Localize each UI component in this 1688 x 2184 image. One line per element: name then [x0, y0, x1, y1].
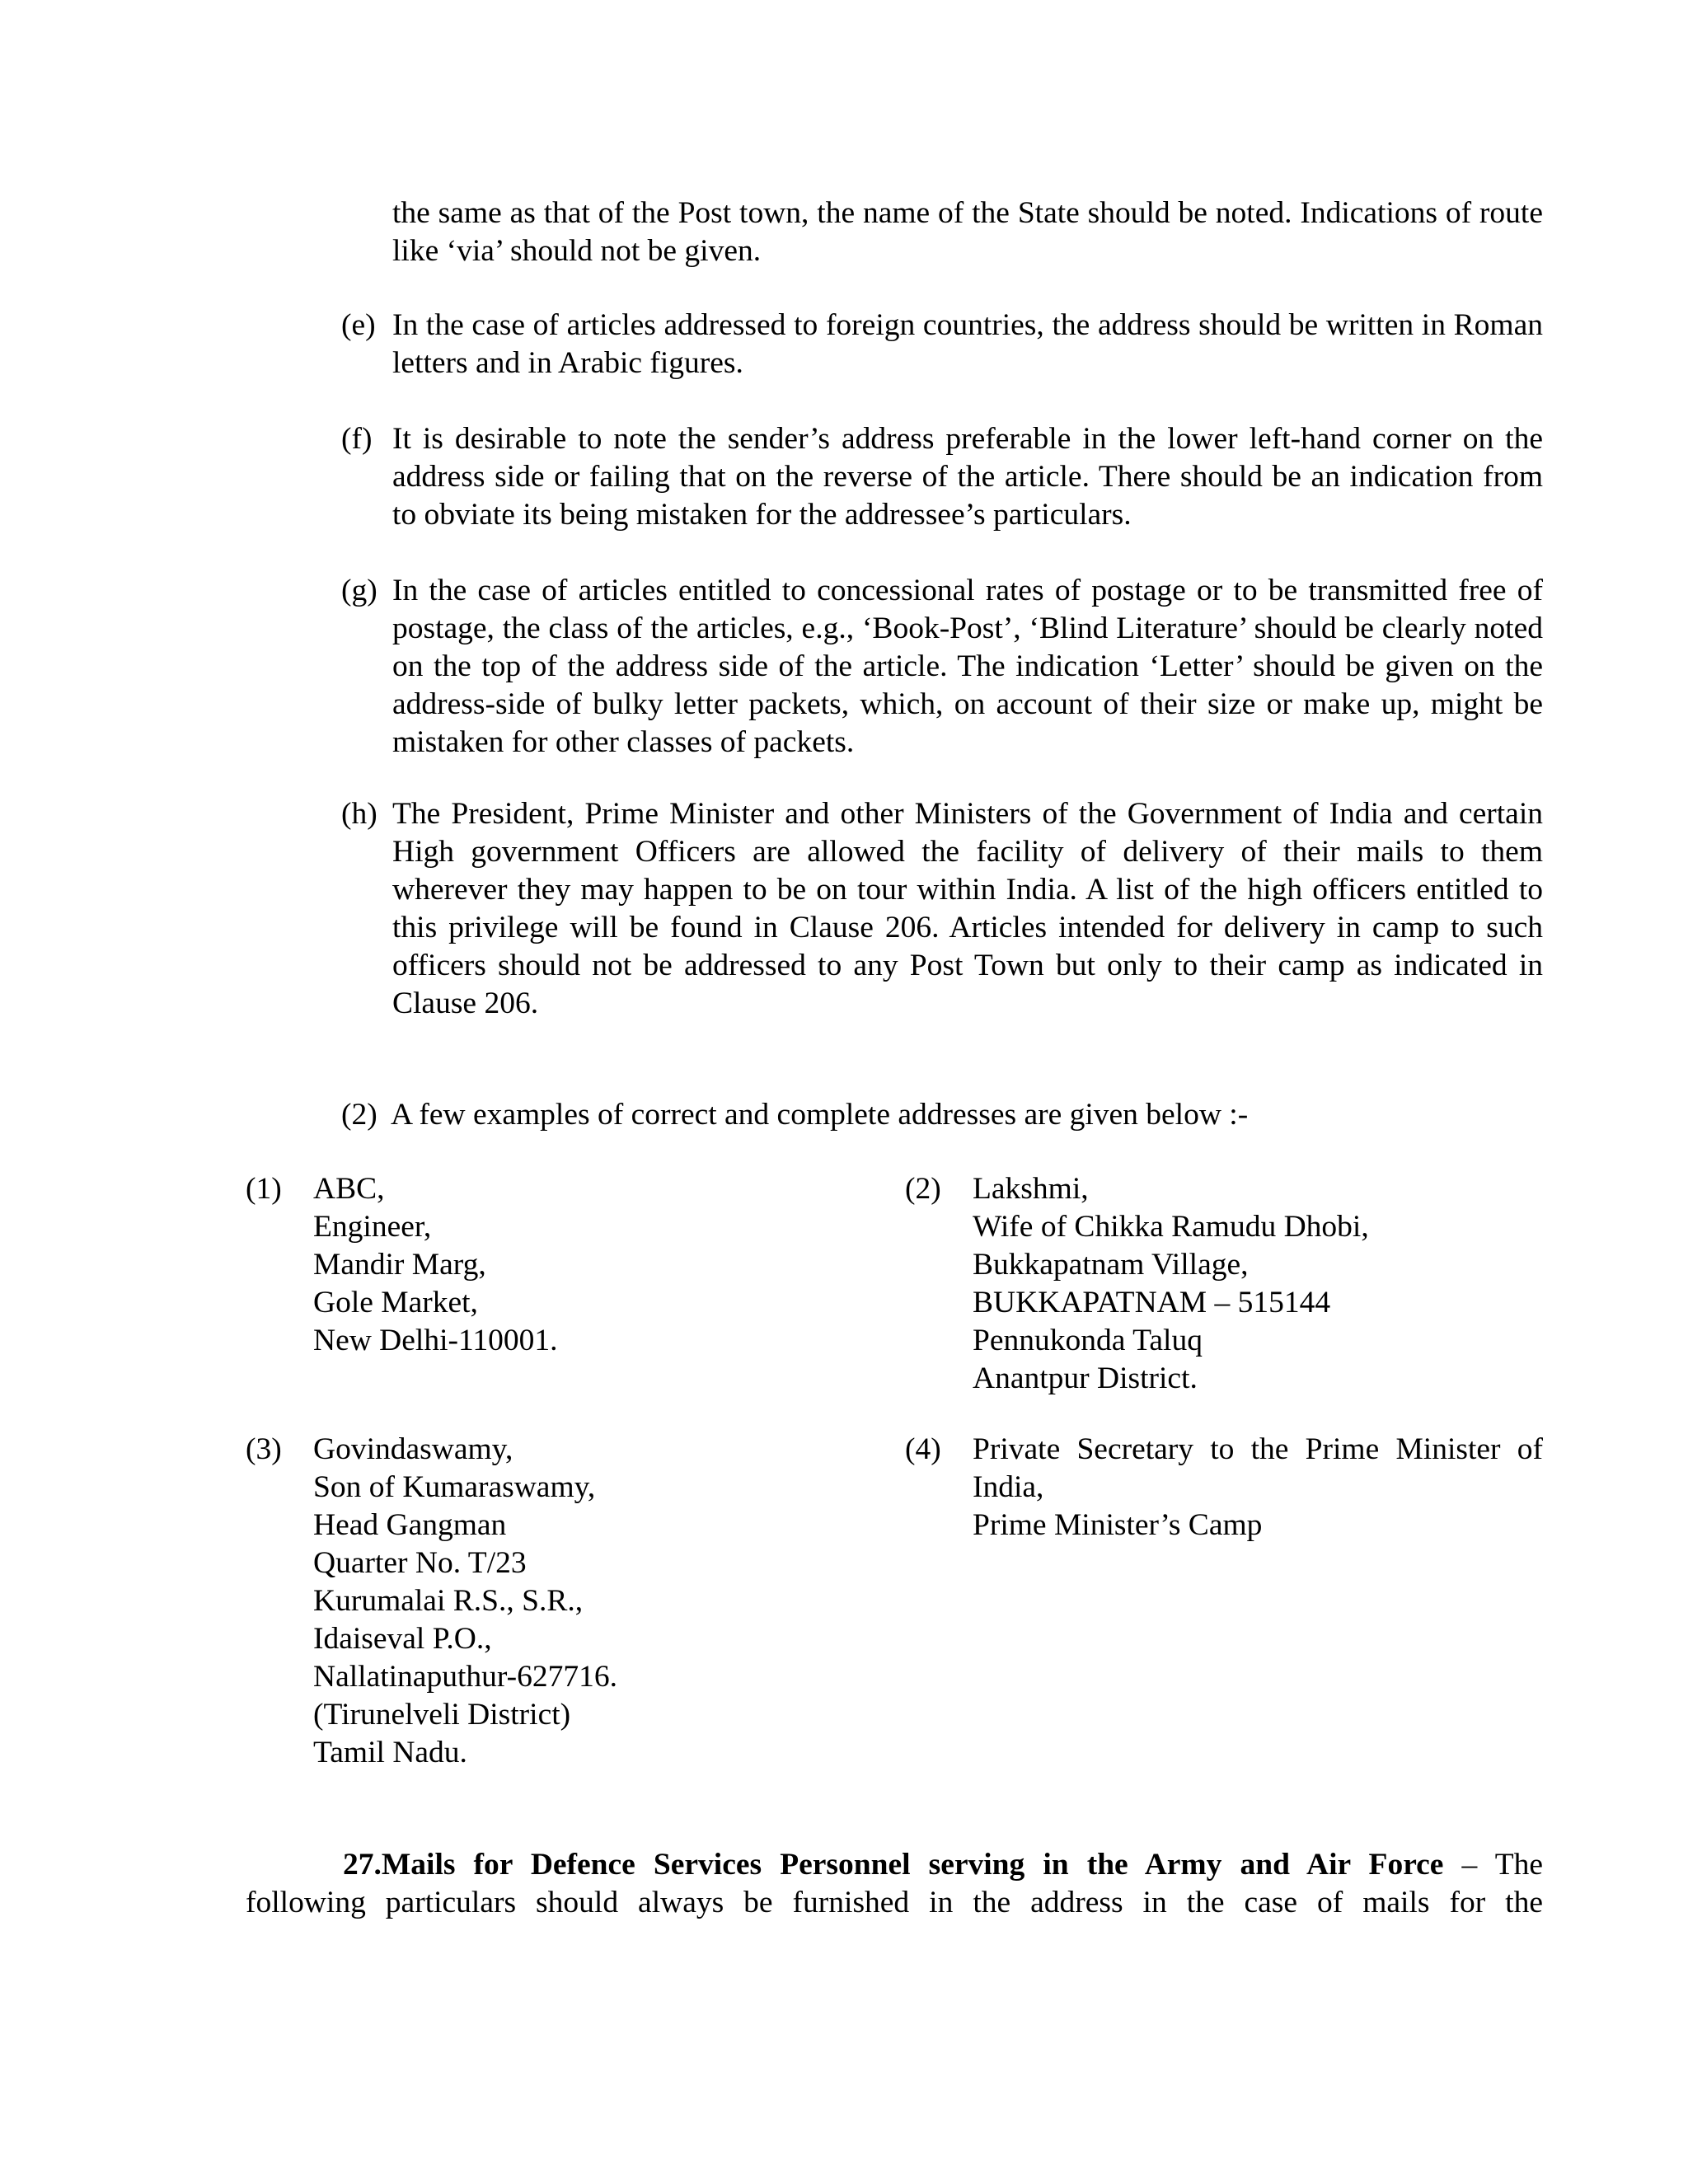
address-line: Nallatinaputhur-627716.: [313, 1660, 617, 1694]
clause-text: It is desirable to note the sender’s address preferable in the lower left-hand corner on the address side or failing that on the reverse of the article. There should be an indication from to obviate its being mistaken for the addressee’s particulars.: [392, 422, 1543, 532]
address-example-4: [905, 1431, 1543, 1544]
clause-label: (e): [341, 308, 376, 342]
section-body: following particulars should always be furnished in the address in the case of mails for the: [246, 1886, 1543, 1919]
address-line: Wife of Chikka Ramudu Dhobi,: [973, 1210, 1369, 1244]
clause-item-h: [341, 795, 1543, 1023]
clause-item-e: [341, 307, 1543, 382]
address-example-3: [246, 1431, 872, 1772]
address-line: Idaiseval P.O.,: [313, 1622, 492, 1656]
address-line: Gole Market,: [313, 1286, 478, 1319]
clause-item-f: [341, 420, 1543, 534]
address-example-1: [246, 1170, 872, 1360]
address-line: Kurumalai R.S., S.R.,: [313, 1584, 584, 1618]
address-line: Quarter No. T/23: [313, 1546, 527, 1580]
address-line: New Delhi-110001.: [313, 1324, 558, 1357]
address-line: Anantpur District.: [973, 1361, 1198, 1395]
continuation-paragraph: the same as that of the Post town, the name of the State should be noted. Indications of route like ‘via’ should not be given.: [392, 196, 1543, 268]
section-heading: 27.Mails for Defence Services Personnel serving in the Army and Air Force: [343, 1848, 1444, 1882]
clause-text: In the case of articles entitled to concessional rates of postage or to be transmitted free of postage, the class of the articles, e.g., ‘Book-Post’, ‘Blind Literature’ should be clearly noted on the top of the address side of the article. The indication ‘Letter’ should be given on the address-side of bulky letter packets, which, on account of their size or make up, might be mistaken for other classes of packets.: [392, 574, 1543, 759]
address-line: Engineer,: [313, 1210, 432, 1244]
section-27: [246, 1846, 1543, 1922]
examples-intro-label: (2): [341, 1098, 377, 1132]
examples-intro-text: A few examples of correct and complete addresses are given below :-: [391, 1098, 1249, 1132]
address-line: Lakshmi,: [973, 1172, 1089, 1206]
address-line: Bukkapatnam Village,: [973, 1248, 1249, 1282]
address-line: Son of Kumaraswamy,: [313, 1470, 596, 1504]
address-line: Prime Minister’s Camp: [973, 1508, 1263, 1542]
address-line: Mandir Marg,: [313, 1248, 486, 1282]
address-line: Pennukonda Taluq: [973, 1324, 1203, 1357]
address-label: (4): [905, 1432, 941, 1466]
address-line: ABC,: [313, 1172, 385, 1206]
clause-label: (h): [341, 797, 377, 831]
address-label: (1): [246, 1172, 282, 1206]
address-lines: [973, 1431, 1543, 1544]
address-example-2: [905, 1170, 1531, 1398]
address-line: BUKKAPATNAM – 515144: [973, 1286, 1331, 1319]
clause-text: The President, Prime Minister and other Ministers of the Government of India and certain High government Officers are allowed the facility of delivery of their mails to them wherever they may happen to be on tour within India. A list of the high officers entitled to this privilege will be found in Clause 206. Articles intended for delivery in camp to such officers should not be addressed to any Post Town but only to their camp as indicated in Clause 206.: [392, 797, 1543, 1020]
address-line: Head Gangman: [313, 1508, 507, 1542]
section-dash: – The: [1443, 1848, 1543, 1882]
section-first-line: [246, 1846, 1543, 1884]
clause-label: (g): [341, 574, 377, 607]
address-lines: [313, 1170, 872, 1360]
clause-item-g: [341, 572, 1543, 762]
address-line: (Tirunelveli District): [313, 1698, 571, 1732]
address-lines: [973, 1170, 1531, 1398]
address-label: (3): [246, 1432, 282, 1466]
clause-text: In the case of articles addressed to foreign countries, the address should be written in Roman letters and in Arabic figures.: [392, 308, 1543, 380]
clause-label: (f): [341, 422, 373, 456]
address-line: Govindaswamy,: [313, 1432, 513, 1466]
examples-intro: [341, 1096, 1543, 1134]
address-label: (2): [905, 1172, 941, 1206]
address-line: Private Secretary to the Prime Minister of India,: [973, 1432, 1543, 1504]
address-line: Tamil Nadu.: [313, 1736, 467, 1769]
address-lines: [313, 1431, 872, 1772]
